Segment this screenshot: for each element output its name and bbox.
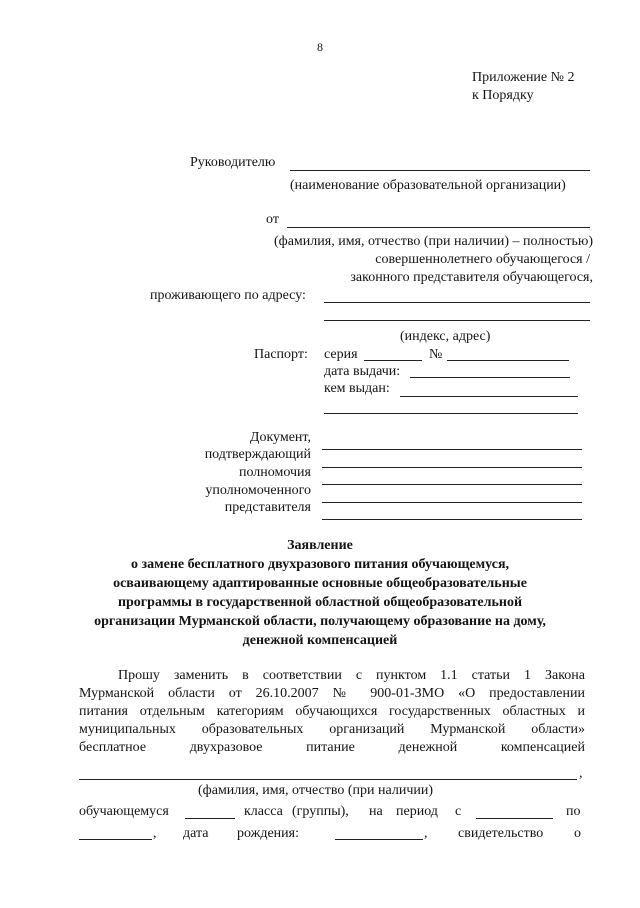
word: бесплатное	[79, 740, 147, 755]
doc-line-5	[322, 519, 582, 520]
word: с	[455, 804, 462, 819]
issued-by-line-2	[324, 413, 578, 414]
passport-number-label: №	[429, 347, 443, 362]
birth-date-line	[335, 839, 423, 840]
passport-series-label: серия	[324, 347, 358, 362]
doc-line-3	[322, 484, 582, 485]
word: на	[369, 804, 383, 819]
from-label: от	[266, 212, 279, 227]
word: рождения:	[237, 826, 299, 841]
passport-series-line	[364, 360, 422, 361]
word: о	[574, 826, 581, 841]
student-fio-line	[79, 779, 577, 780]
body-line-2: Мурманской области от 26.10.2007 № 900-01-ЗМО «О предоставлении	[79, 686, 585, 701]
body-line-1: Прошу заменить в соответствии с пунктом 1.1 статьи 1 Закона	[118, 668, 585, 683]
issued-by-line	[400, 396, 578, 397]
representative-caption: законного представителя обучающегося,	[350, 270, 593, 285]
adult-caption: совершеннолетнего обучающегося /	[375, 252, 590, 267]
appendix-subtitle: к Порядку	[472, 88, 534, 103]
passport-number-line	[447, 360, 569, 361]
word: дата	[183, 826, 209, 841]
address-line-1	[324, 302, 590, 303]
word: обучающемуся	[79, 804, 169, 819]
doc-label-3: полномочия	[239, 465, 311, 480]
body-line-5	[79, 740, 585, 756]
comma: ,	[424, 826, 428, 841]
address-label: проживающего по адресу:	[150, 288, 306, 303]
doc-label-5: представителя	[224, 500, 311, 515]
statement-subtitle-5: денежной компенсацией	[242, 633, 398, 648]
applicant-fio-line	[287, 227, 590, 228]
doc-label-2: подтверждающий	[204, 447, 311, 462]
org-name-caption: (наименование образовательной организации)	[290, 178, 566, 193]
issue-date-label: дата выдачи:	[324, 364, 401, 379]
doc-line-1	[322, 449, 582, 450]
issue-date-line	[410, 377, 570, 378]
doc-line-2	[322, 467, 582, 468]
word: (группы),	[292, 804, 349, 819]
doc-line-4	[322, 502, 582, 503]
comma: ,	[153, 826, 157, 841]
word: питание	[306, 740, 355, 755]
passport-label: Паспорт:	[254, 347, 308, 362]
org-name-line	[290, 170, 590, 171]
word: двухразовое	[189, 740, 263, 755]
word: денежной	[398, 740, 458, 755]
issued-by-label: кем выдан:	[324, 381, 390, 396]
word: период	[396, 804, 438, 819]
statement-subtitle-2: осваивающему адаптированные основные общеобразовательные	[113, 576, 527, 591]
applicant-fio-caption: (фамилия, имя, отчество (при наличии) – полностью)	[273, 234, 593, 249]
statement-title: Заявление	[287, 538, 353, 553]
doc-label-4: уполномоченного	[205, 483, 311, 498]
to-label: Руководителю	[190, 155, 276, 170]
word: класса	[244, 804, 283, 819]
word: по	[566, 804, 581, 819]
period-end-line	[79, 839, 152, 840]
address-line-2	[324, 320, 590, 321]
student-fio-caption: (фамилия, имя, отчество (при наличии)	[198, 783, 434, 798]
period-start-line	[476, 818, 553, 819]
doc-label-1: Документ,	[249, 430, 311, 445]
statement-subtitle-3: программы в государственной областной общеобразовательной	[117, 595, 523, 610]
appendix-title: Приложение № 2	[472, 70, 575, 85]
index-address-caption: (индекс, адрес)	[400, 329, 491, 344]
statement-subtitle-4: организации Мурманской области, получающему образование на дому,	[94, 614, 546, 629]
body-line-3: питания отдельным категориям обучающихся государственных областных и	[79, 704, 585, 719]
page-number: 8	[317, 40, 323, 54]
statement-subtitle-1: о замене бесплатного двухразового питания обучающемуся,	[130, 557, 510, 572]
class-line	[185, 818, 235, 819]
word: свидетельство	[458, 826, 544, 841]
word: компенсацией	[500, 740, 585, 755]
body-line-4: муниципальных образовательных организаций Мурманской области»	[79, 722, 585, 737]
comma: ,	[579, 766, 583, 781]
